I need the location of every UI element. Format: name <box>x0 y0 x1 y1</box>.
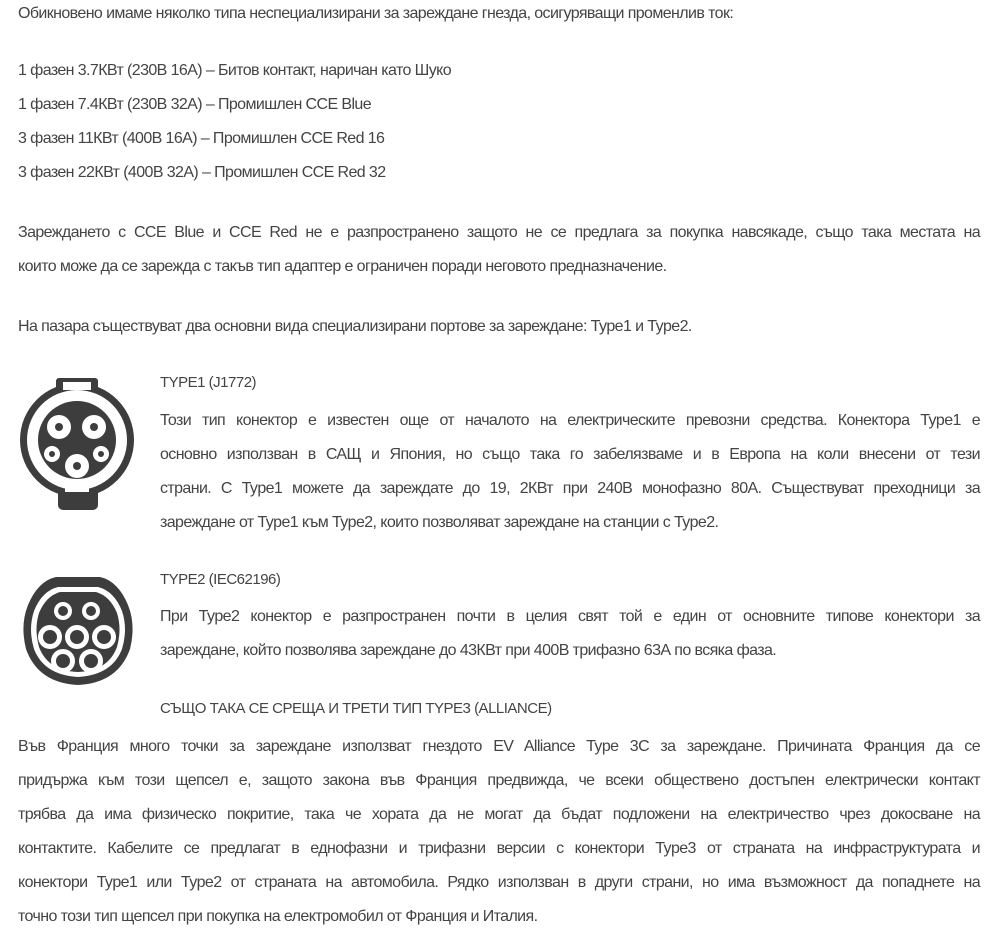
paragraph-line: Този тип конектор е известен още от началото на електрическите превозни средства. Конектора Type1 е <box>160 412 980 429</box>
paragraph-line: придържа към този щепсел е, защото закона във Франция предвижда, че всеки обществено достъпен електрически контакт <box>18 772 980 789</box>
paragraph-line: Зареждането с CCE Blue и CCE Red не е разпространено защото не се предлага за покупка навсякаде, също така местата на <box>18 224 980 241</box>
paragraph-line: зареждане, който позволява зареждане до 43КВт при 400В трифазно 63А по всяка фаза. <box>160 642 777 659</box>
paragraph-line: трябва да има физическо покритие, така че хората да не могат да бъдат подложени на електричество чрез докосване на <box>18 806 980 823</box>
type1-connector-icon <box>18 376 138 512</box>
paragraph-line: При Type2 конектор е разпространен почти в целия свят той е един от основните типове конектори за <box>160 608 980 625</box>
type3-section <box>160 692 552 726</box>
paragraph-line: страни. С Type1 можете да зареждате до 19, 2КВт при 240В монофазно 80А. Съществуват преходници за <box>160 480 980 497</box>
paragraph-line: зареждане от Type1 към Type2, които позволяват зареждане на станции с Type2. <box>160 514 719 531</box>
socket-list-item: 1 фазен 7.4КВт (230В 32А) – Промишлен CCE Blue <box>18 96 372 113</box>
type2-section <box>160 563 280 597</box>
type1-title: TYPE1 (J1772) <box>160 374 257 391</box>
intro-text: Обикновено имаме няколко типа неспециализирани за зареждане гнезда, осигуряващи променлив ток: <box>18 5 734 22</box>
market-paragraph <box>18 310 692 344</box>
type2-connector-icon <box>18 575 138 687</box>
type1-section <box>160 366 256 400</box>
type3-description <box>18 730 980 934</box>
socket-list-item: 1 фазен 3.7КВт (230В 16А) – Битов контакт, наричан като Шуко <box>18 62 452 79</box>
type1-description <box>160 404 980 540</box>
paragraph-line: точно този тип щепсел при покупка на електромобил от Франция и Италия. <box>18 908 538 925</box>
paragraph-line: конектори Type1 или Type2 от страната на автомобила. Рядко използван в други страни, но има възможност да попаднете на <box>18 874 980 891</box>
paragraph-line: контактите. Кабелите се предлагат в еднофазни и трифазни версии с конектори Type3 от страната на инфраструктурата и <box>18 840 980 857</box>
socket-list <box>18 54 451 190</box>
paragraph-line: които може да се зарежда с такъв тип адаптер е ограничен поради неговото предназначение. <box>18 258 667 275</box>
type2-description <box>160 600 980 668</box>
socket-list-item: 3 фазен 22КВт (400В 32А) – Промишлен CCE Red 32 <box>18 164 386 181</box>
type2-title: TYPE2 (IEC62196) <box>160 571 281 588</box>
paragraph-line: На пазара съществуват два основни вида специализирани портове за зареждане: Type1 и Type2. <box>18 318 692 335</box>
intro-paragraph <box>18 0 733 31</box>
socket-list-item: 3 фазен 11КВт (400В 16А) – Промишлен CCE Red 16 <box>18 130 385 147</box>
cce-paragraph <box>18 216 980 284</box>
paragraph-line: Във Франция много точки за зареждане използват гнездото EV Alliance Type 3C за зареждане. Причината Франция да се <box>18 738 980 755</box>
type3-title: СЪЩО ТАКА СЕ СРЕЩА И ТРЕТИ ТИП TYPE3 (ALLIANCE) <box>160 700 552 717</box>
paragraph-line: основно използван в САЩ и Япония, но също така го забелязваме и в Европа на коли внесени от тези <box>160 446 980 463</box>
